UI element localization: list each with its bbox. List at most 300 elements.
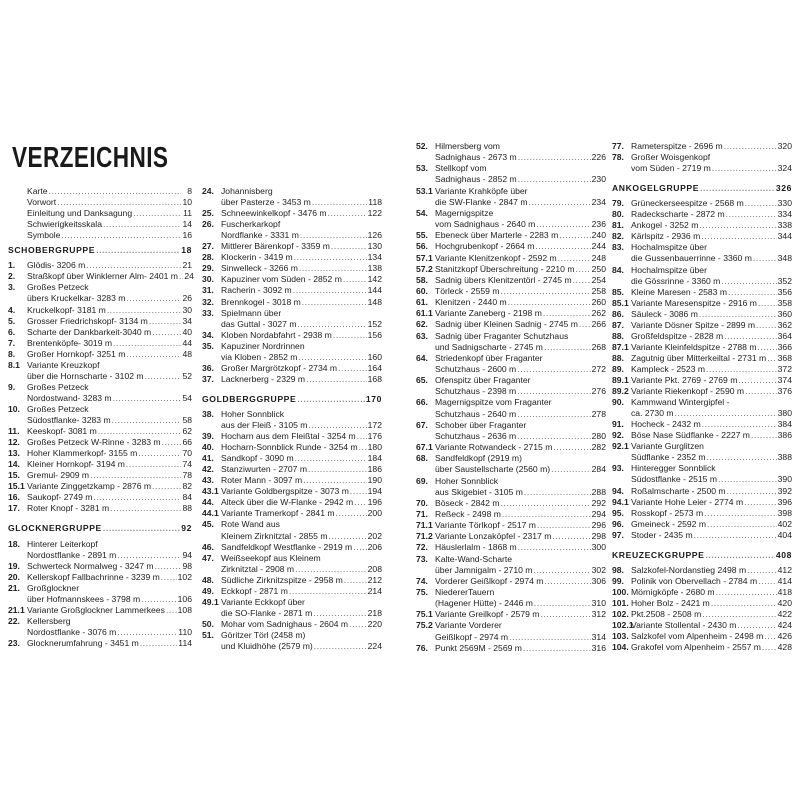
index-entry[interactable] — [416, 308, 606, 318]
entry-title: Kapuziner Nordrinnen — [221, 340, 305, 351]
index-entry[interactable] — [612, 276, 792, 286]
index-entry[interactable] — [416, 598, 606, 608]
index-entry[interactable] — [612, 320, 792, 330]
entry-title: Hoher Sonnblick — [435, 475, 499, 486]
page-number: 396 — [777, 496, 792, 507]
index-entry[interactable] — [202, 241, 382, 251]
leader-dots — [500, 498, 590, 508]
entry-title: Spielmann über — [221, 307, 282, 318]
leader-dots — [103, 219, 181, 229]
index-entry[interactable] — [202, 553, 382, 563]
leader-dots — [737, 620, 776, 630]
index-entry[interactable] — [8, 437, 192, 447]
index-entry[interactable] — [202, 374, 382, 384]
index-entry[interactable] — [202, 453, 382, 463]
index-entry[interactable] — [416, 141, 606, 151]
leader-dots — [329, 531, 367, 541]
entry-title: Hilmersberg vom — [435, 141, 500, 151]
index-entry[interactable] — [202, 442, 382, 452]
index-entry[interactable] — [612, 519, 792, 529]
leader-dots — [747, 565, 777, 575]
entry-number: 75.2 — [416, 620, 433, 631]
index-entry[interactable] — [202, 363, 382, 373]
index-entry[interactable] — [416, 576, 606, 586]
page-number: 358 — [777, 297, 792, 308]
index-entry[interactable] — [202, 542, 382, 552]
index-entry[interactable] — [8, 616, 192, 626]
index-entry[interactable] — [202, 208, 382, 218]
entry-number: 43.1 — [202, 486, 219, 497]
entry-title: Großglockner — [27, 582, 80, 593]
index-entry[interactable] — [8, 327, 192, 337]
index-entry[interactable] — [8, 638, 192, 648]
index-entry[interactable] — [612, 642, 792, 652]
entry-title: Schwierigkeitsskala — [27, 219, 102, 230]
entry-title: Brentenköpfe- 3019 m — [27, 337, 113, 348]
leader-dots — [126, 349, 181, 359]
entry-number: 22. — [8, 615, 20, 626]
leader-dots — [523, 643, 591, 653]
leader-dots — [702, 419, 777, 429]
page-number: 364 — [777, 330, 792, 341]
index-entry[interactable] — [416, 174, 606, 184]
leader-dots — [299, 263, 367, 273]
index-entry[interactable] — [8, 550, 192, 560]
index-entry[interactable] — [8, 230, 192, 240]
leader-dots — [338, 363, 367, 373]
leader-dots — [293, 285, 367, 295]
index-entry[interactable] — [8, 282, 192, 292]
index-entry[interactable] — [8, 605, 192, 615]
leader-dots — [699, 220, 776, 230]
entry-number: 49. — [202, 585, 214, 596]
index-entry[interactable] — [202, 486, 382, 496]
index-entry[interactable] — [202, 508, 382, 518]
index-entry[interactable] — [416, 163, 606, 173]
index-entry[interactable] — [416, 487, 606, 497]
index-entry[interactable] — [8, 293, 192, 303]
index-entry[interactable] — [416, 375, 606, 385]
index-entry[interactable] — [612, 598, 792, 608]
index-entry[interactable] — [612, 631, 792, 641]
index-entry[interactable] — [416, 453, 606, 463]
entry-number: 67.1 — [416, 442, 433, 453]
index-entry[interactable] — [416, 319, 606, 329]
entry-title: Geißlkopf - 2974 m — [435, 631, 509, 642]
index-entry[interactable] — [612, 419, 792, 429]
index-entry[interactable] — [202, 641, 382, 651]
page-number: 48 — [182, 348, 192, 359]
entry-number: 13. — [8, 448, 20, 459]
entry-number: 18. — [8, 538, 20, 549]
index-entry[interactable] — [612, 565, 792, 575]
index-entry[interactable] — [202, 219, 382, 229]
section-heading — [8, 245, 192, 255]
entry-number: 6. — [8, 326, 16, 337]
entry-number: 64. — [416, 352, 428, 363]
index-entry[interactable] — [8, 594, 192, 604]
index-entry[interactable] — [612, 530, 792, 540]
page-number: 262 — [591, 308, 606, 319]
entry-title: Rote Wand aus — [221, 519, 280, 530]
page-number: 202 — [367, 530, 382, 541]
index-entry[interactable] — [416, 197, 606, 207]
entry-title: Zirknitztal - 2908 m — [221, 563, 295, 574]
index-entry[interactable] — [8, 305, 192, 315]
entry-title: Hochgrubenkopf - 2664 m — [435, 241, 535, 252]
index-entry[interactable] — [202, 352, 382, 362]
index-entry[interactable] — [8, 415, 192, 425]
index-entry[interactable] — [8, 426, 192, 436]
leader-dots — [533, 565, 590, 575]
leader-dots — [751, 430, 777, 440]
index-entry[interactable] — [416, 442, 606, 452]
leader-dots — [349, 619, 367, 629]
index-entry[interactable] — [416, 353, 606, 363]
index-entry[interactable] — [416, 152, 606, 162]
index-entry[interactable] — [612, 242, 792, 252]
index-entry[interactable] — [612, 342, 792, 352]
index-entry[interactable] — [612, 152, 792, 162]
index-entry[interactable] — [202, 519, 382, 529]
entry-title: Variante Klenitzenkopf - 2592 m — [435, 252, 557, 263]
index-entry[interactable] — [612, 587, 792, 597]
leader-dots — [716, 587, 777, 597]
index-entry[interactable] — [416, 565, 606, 575]
entry-number: 23. — [8, 637, 20, 648]
entry-title: Vorwort — [27, 197, 57, 208]
index-entry[interactable] — [612, 265, 792, 275]
index-entry[interactable] — [202, 575, 382, 585]
page-number: 156 — [367, 329, 382, 340]
leader-dots — [295, 453, 367, 463]
entry-title: Mohar vom Sadnighaus - 2604 m — [221, 618, 349, 629]
index-entry[interactable] — [202, 586, 382, 596]
leader-dots — [86, 260, 181, 270]
entry-title: über die Hornscharte - 3102 m — [27, 370, 144, 381]
entry-title: Weißseekopf aus Kleinem — [221, 552, 321, 563]
entry-number: 53. — [416, 163, 428, 174]
index-entry[interactable] — [612, 231, 792, 241]
entry-title: Stanitzkopf Überschreitung - 2210 m — [435, 263, 575, 274]
index-entry[interactable] — [612, 397, 792, 407]
index-entry[interactable] — [202, 285, 382, 295]
index-entry[interactable] — [612, 386, 792, 396]
entry-number: 32. — [202, 296, 214, 307]
section-heading — [612, 550, 792, 560]
index-entry[interactable] — [8, 186, 192, 196]
index-entry[interactable] — [612, 497, 792, 507]
entry-number: 94. — [612, 485, 624, 496]
page-number: 348 — [777, 253, 792, 264]
index-entry[interactable] — [612, 609, 792, 619]
entry-title: Variante Tramerkopf - 2841 m — [221, 508, 335, 519]
index-entry[interactable] — [612, 220, 792, 230]
index-entry[interactable] — [416, 230, 606, 240]
entry-title: Großes Petzeck — [27, 403, 89, 414]
index-entry[interactable] — [8, 316, 192, 326]
page-number: 24 — [184, 271, 194, 282]
entry-title: Gmeineck - 2592 m — [631, 518, 706, 529]
index-entry[interactable] — [202, 497, 382, 507]
index-entry[interactable] — [612, 408, 792, 418]
index-entry[interactable] — [8, 371, 192, 381]
entry-number: 31. — [202, 285, 214, 296]
index-entry[interactable] — [416, 286, 606, 296]
index-entry[interactable] — [416, 409, 606, 419]
entry-number: 58. — [416, 274, 428, 285]
entry-number: 20. — [8, 571, 20, 582]
index-entry[interactable] — [8, 360, 192, 370]
page-number: 84 — [182, 492, 192, 503]
entry-title: Sandfeldkopf Westflanke - 2919 m — [221, 541, 353, 552]
leader-dots — [152, 481, 181, 491]
entry-number: 93. — [612, 463, 624, 474]
index-entry[interactable] — [416, 275, 606, 285]
index-entry[interactable] — [8, 492, 192, 502]
leader-dots — [162, 437, 181, 447]
page-number: 160 — [367, 351, 382, 362]
entry-title: Alteck über die W-Flanke - 2942 m — [221, 497, 354, 508]
index-entry[interactable] — [612, 298, 792, 308]
index-entry[interactable] — [612, 576, 792, 586]
index-entry[interactable] — [8, 349, 192, 359]
index-entry[interactable] — [416, 364, 606, 374]
entry-title: Schutzhaus - 2640 m — [435, 408, 517, 419]
index-entry[interactable] — [202, 263, 382, 273]
index-entry[interactable] — [612, 364, 792, 374]
page-number: 114 — [178, 637, 192, 648]
entry-number: 69. — [416, 475, 428, 486]
leader-dots — [298, 352, 366, 362]
entry-title: Variante Törlkopf - 2517 m — [435, 520, 536, 531]
entry-number: 63. — [416, 330, 428, 341]
index-entry[interactable] — [8, 271, 192, 281]
index-entry[interactable] — [8, 208, 192, 218]
leader-dots — [712, 163, 777, 173]
page-number: 326 — [775, 183, 792, 194]
leader-dots — [138, 448, 181, 458]
entry-title: Magernigspitze vom Fraganter — [435, 397, 552, 408]
index-entry[interactable] — [202, 341, 382, 351]
leader-dots — [544, 342, 591, 352]
index-entry[interactable] — [8, 338, 192, 348]
leader-dots — [133, 208, 181, 218]
index-entry[interactable] — [416, 431, 606, 441]
index-entry[interactable] — [416, 632, 606, 642]
index-entry[interactable] — [8, 561, 192, 571]
page-number: 316 — [591, 642, 606, 653]
index-entry[interactable] — [416, 509, 606, 519]
section-heading-title: GLOCKNERGRUPPE — [8, 523, 102, 534]
index-entry[interactable] — [416, 587, 606, 597]
leader-dots — [745, 198, 777, 208]
index-entry[interactable] — [8, 481, 192, 491]
index-entry[interactable] — [416, 420, 606, 430]
entry-number: 24. — [202, 186, 214, 196]
entry-title: Mörnigköpfe - 2680 m — [631, 586, 715, 597]
index-entry[interactable] — [612, 620, 792, 630]
entry-title: über Pasterze - 3453 m — [221, 197, 311, 208]
page-number: 244 — [591, 241, 606, 252]
index-entry[interactable] — [612, 486, 792, 496]
index-entry[interactable] — [416, 476, 606, 486]
index-entry[interactable] — [612, 141, 792, 151]
index-entry[interactable] — [8, 539, 192, 549]
entry-title: Variante Großglockner Lammerkees — [27, 604, 165, 615]
entry-title: Radeckscharte - 2872 m — [631, 209, 725, 220]
index-entry[interactable] — [202, 252, 382, 262]
index-entry[interactable] — [416, 542, 606, 552]
index-entry[interactable] — [416, 342, 606, 352]
index-entry[interactable] — [202, 330, 382, 340]
index-entry[interactable] — [202, 274, 382, 284]
index-entry[interactable] — [202, 564, 382, 574]
index-entry[interactable] — [202, 531, 382, 541]
index-entry[interactable] — [612, 375, 792, 385]
leader-dots — [559, 230, 590, 240]
entry-number: 42. — [202, 464, 214, 475]
index-entry[interactable] — [416, 620, 606, 630]
index-entry[interactable] — [202, 475, 382, 485]
index-entry[interactable] — [416, 241, 606, 251]
entry-title: Schwerteck Normalweg - 3247 m — [27, 560, 154, 571]
entry-number: 15.1 — [8, 481, 25, 492]
index-entry[interactable] — [202, 597, 382, 607]
entry-number: 85.1 — [612, 297, 629, 308]
index-entry[interactable] — [612, 198, 792, 208]
index-entry[interactable] — [416, 554, 606, 564]
page-number: 302 — [591, 564, 606, 575]
index-entry[interactable] — [416, 643, 606, 653]
index-entry[interactable] — [202, 464, 382, 474]
index-entry[interactable] — [8, 627, 192, 637]
index-entry[interactable] — [8, 393, 192, 403]
index-entry[interactable] — [612, 463, 792, 473]
index-entry[interactable] — [416, 520, 606, 530]
index-entry[interactable] — [202, 308, 382, 318]
index-entry[interactable] — [612, 309, 792, 319]
page-number: 414 — [777, 575, 792, 586]
page-number: 172 — [367, 420, 382, 430]
page-number: 298 — [591, 531, 606, 542]
entry-title: Hoher Bolz - 2421 m — [631, 597, 710, 608]
leader-dots — [518, 542, 591, 552]
entry-title: Straßkopf über Winklerner Alm- 2401 m — [27, 271, 178, 282]
index-entry[interactable] — [202, 297, 382, 307]
entry-number: 71.2 — [416, 531, 433, 542]
entry-title: Säuleck - 3086 m — [631, 308, 698, 319]
index-entry[interactable] — [612, 452, 792, 462]
index-entry[interactable] — [8, 448, 192, 458]
entry-number: 29. — [202, 263, 214, 274]
index-entry[interactable] — [416, 331, 606, 341]
entry-number: 28. — [202, 252, 214, 263]
index-entry[interactable] — [612, 209, 792, 219]
index-entry[interactable] — [416, 386, 606, 396]
entry-number: 7. — [8, 337, 16, 348]
index-entry[interactable] — [416, 253, 606, 263]
index-entry[interactable] — [416, 609, 606, 619]
index-entry[interactable] — [612, 331, 792, 341]
index-entry[interactable] — [8, 459, 192, 469]
index-entry[interactable] — [202, 420, 382, 430]
leader-dots — [96, 245, 180, 255]
index-entry[interactable] — [416, 464, 606, 474]
index-entry[interactable] — [8, 583, 192, 593]
entry-title: Kärlspitz - 2936 m — [631, 231, 701, 242]
entry-title: Symbole — [27, 230, 61, 241]
page-number: 266 — [591, 319, 606, 330]
index-entry[interactable] — [8, 382, 192, 392]
index-entry[interactable] — [202, 608, 382, 618]
entry-title: über Saustellscharte (2560 m) — [435, 464, 551, 475]
index-entry[interactable] — [202, 186, 382, 196]
index-entry[interactable] — [612, 430, 792, 440]
entry-title: Punkt 2569M - 2569 m — [435, 642, 522, 653]
index-entry[interactable] — [416, 186, 606, 196]
page-number: 200 — [367, 508, 382, 519]
index-entry[interactable] — [202, 619, 382, 629]
index-entry[interactable] — [612, 508, 792, 518]
index-entry[interactable] — [202, 230, 382, 240]
index-entry[interactable] — [416, 297, 606, 307]
index-entry[interactable] — [202, 431, 382, 441]
index-entry[interactable] — [416, 498, 606, 508]
index-entry[interactable] — [416, 397, 606, 407]
index-entry[interactable] — [202, 409, 382, 419]
page-number: 170 — [365, 393, 382, 404]
index-entry[interactable] — [612, 253, 792, 263]
index-entry[interactable] — [416, 219, 606, 229]
index-entry[interactable] — [8, 470, 192, 480]
index-entry[interactable] — [8, 260, 192, 270]
page-number: 180 — [367, 442, 382, 453]
leader-dots — [762, 642, 777, 652]
entry-title: Reßeck - 2498 m — [435, 508, 501, 519]
index-entry[interactable] — [8, 197, 192, 207]
index-entry[interactable] — [8, 572, 192, 582]
leader-dots — [353, 542, 366, 552]
entry-number: 39. — [202, 431, 214, 442]
entry-number: 36. — [202, 362, 214, 373]
index-entry[interactable] — [202, 197, 382, 207]
index-entry[interactable] — [202, 630, 382, 640]
page-number: 78 — [182, 470, 192, 481]
page-number: 168 — [367, 373, 382, 384]
page-number: 122 — [367, 208, 382, 219]
index-entry[interactable] — [8, 219, 192, 229]
index-entry[interactable] — [416, 531, 606, 541]
index-entry[interactable] — [612, 287, 792, 297]
leader-dots — [558, 253, 591, 263]
index-entry[interactable] — [8, 404, 192, 414]
index-entry[interactable] — [612, 353, 792, 363]
index-entry[interactable] — [416, 264, 606, 274]
entry-title: Salzkofel-Nordanstieg 2498 m — [631, 564, 747, 575]
index-entry[interactable] — [612, 163, 792, 173]
leader-dots — [57, 197, 181, 207]
index-entry[interactable] — [612, 474, 792, 484]
index-entry[interactable] — [416, 208, 606, 218]
section-heading — [8, 523, 192, 533]
index-entry[interactable] — [202, 319, 382, 329]
page-number: 368 — [777, 352, 792, 363]
entry-number: 71. — [416, 508, 428, 519]
entry-title: Ofenspitz über Fraganter — [435, 375, 531, 386]
index-entry[interactable] — [8, 503, 192, 513]
index-entry[interactable] — [612, 441, 792, 451]
